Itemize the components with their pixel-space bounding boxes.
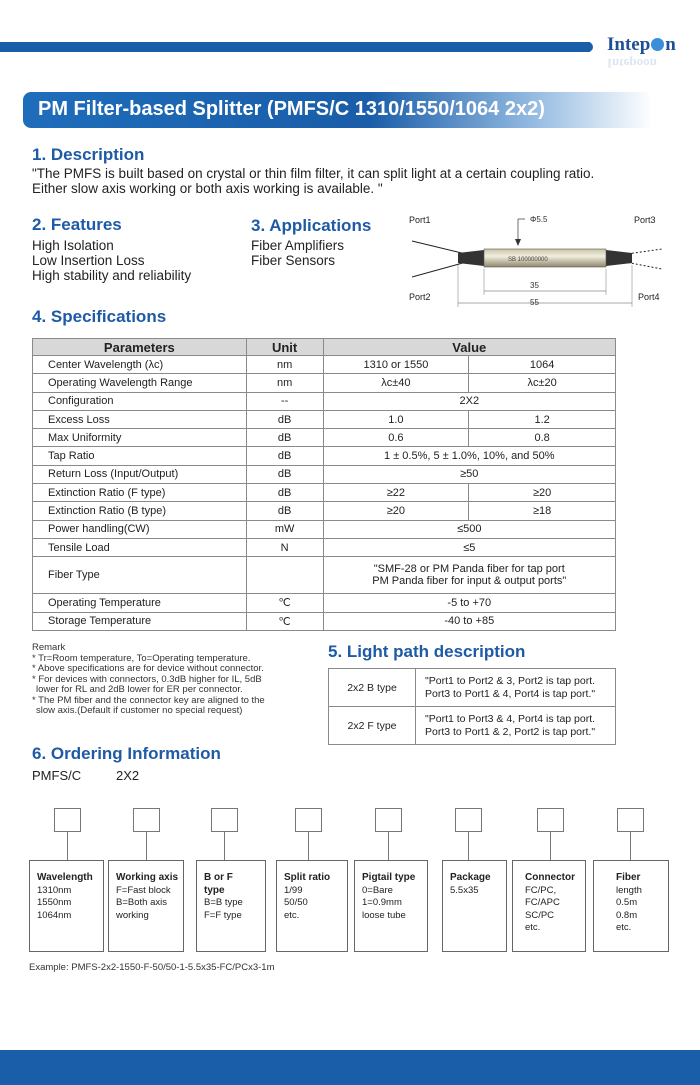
value-cell: 0.6 xyxy=(323,429,469,447)
feature-item: Low Insertion Loss xyxy=(32,253,145,268)
value-cell: 1064 xyxy=(469,356,616,374)
value-cell: ≥18 xyxy=(469,502,616,520)
option-card-connector xyxy=(512,860,586,952)
table-row xyxy=(33,465,616,483)
connector-line xyxy=(388,832,389,861)
card-title: Split ratio xyxy=(284,872,331,883)
light-path-heading: 5. Light path description xyxy=(328,642,526,661)
param-cell: Return Loss (Input/Output) xyxy=(33,465,247,483)
diagram-port2-label: Port2 xyxy=(409,292,431,302)
param-cell: Operating Wavelength Range xyxy=(33,374,247,392)
value-cell: λc±40 xyxy=(323,374,469,392)
card-line: etc. xyxy=(284,909,300,921)
param-cell: Max Uniformity xyxy=(33,429,247,447)
value-cell: 1310 or 1550 xyxy=(323,356,469,374)
remark-line: * The PM fiber and the connector key are aligned to the xyxy=(32,694,265,706)
option-card-split-ratio xyxy=(276,860,348,952)
unit-cell: dB xyxy=(246,410,323,428)
description-heading: 1. Description xyxy=(32,145,145,164)
table-row xyxy=(33,410,616,428)
table-row xyxy=(33,429,616,447)
option-card-fiber xyxy=(593,860,669,952)
card-line: 1550nm xyxy=(37,897,72,908)
diagram-port1-label: Port1 xyxy=(409,215,431,225)
param-cell: Tensile Load xyxy=(33,538,247,556)
path-line: "Port1 to Port3 & 4, Port4 is tap port. xyxy=(425,712,596,725)
remark-line: slow axis.(Default if customer no special request) xyxy=(36,705,243,716)
card-title: Fiber xyxy=(616,872,641,883)
param-cell: Fiber Type xyxy=(33,557,247,594)
value-cell: ≥20 xyxy=(469,484,616,502)
value-cell: 0.8 xyxy=(469,429,616,447)
param-cell: Tap Ratio xyxy=(33,447,247,465)
card-title-line2: type xyxy=(204,884,225,896)
param-cell: Center Wavelength (λc) xyxy=(33,356,247,374)
value-cell: ≥50 xyxy=(323,465,615,483)
feature-item: High Isolation xyxy=(32,238,114,253)
description-cell xyxy=(416,669,616,707)
unit-cell: dB xyxy=(246,447,323,465)
company-logo xyxy=(607,34,676,56)
card-line: 0.8m xyxy=(616,909,638,921)
card-title: Pigtail type xyxy=(362,872,416,883)
value-cell xyxy=(323,557,615,594)
card-line: working xyxy=(116,909,149,921)
logo-reflection: Intepoon xyxy=(607,56,657,71)
value-cell: -5 to +70 xyxy=(323,594,615,612)
option-card-b-or-f xyxy=(196,860,266,952)
remark-line: lower for RL and 2dB lower for ER per connector. xyxy=(36,684,243,695)
table-header-row xyxy=(33,339,616,356)
value-cell: ≥22 xyxy=(323,484,469,502)
table-row xyxy=(329,707,616,745)
remark-line: * Tr=Room temperature, To=Operating temperature. xyxy=(32,652,251,664)
unit-cell: nm xyxy=(246,356,323,374)
light-path-table xyxy=(328,668,616,745)
table-row xyxy=(33,612,616,630)
param-cell: Configuration xyxy=(33,392,247,410)
value-line: "SMF-28 or PM Panda fiber for tap port xyxy=(373,563,565,576)
param-cell: Extinction Ratio (F type) xyxy=(33,484,247,502)
unit-cell: -- xyxy=(246,392,323,410)
code-box-working-axis xyxy=(133,808,160,832)
value-cell: 1 ± 0.5%, 5 ± 1.0%, 10%, and 50% xyxy=(323,447,615,465)
table-row xyxy=(33,484,616,502)
connector-line xyxy=(146,832,147,861)
remark-block xyxy=(32,643,265,717)
card-line: 1=0.9mm xyxy=(362,897,402,908)
param-cell: Excess Loss xyxy=(33,410,247,428)
card-title: Working axis xyxy=(116,872,179,883)
path-line: Port3 to Port1 & 2, Port2 is tap port." xyxy=(425,725,596,738)
code-box-split-ratio xyxy=(295,808,322,832)
header-bar xyxy=(0,42,590,52)
table-row xyxy=(33,538,616,556)
unit-cell: ℃ xyxy=(246,594,323,612)
right-boot xyxy=(606,250,632,266)
logo-suffix: n xyxy=(665,34,676,55)
ordering-config: 2X2 xyxy=(116,768,140,783)
card-line: F=F type xyxy=(204,909,242,921)
footer-bar xyxy=(0,1050,700,1085)
card-line: FC/PC, xyxy=(525,884,557,896)
fiber-port2-line xyxy=(412,261,470,277)
option-card-working-axis xyxy=(108,860,184,952)
code-box-pigtail xyxy=(375,808,402,832)
param-cell: Power handling(CW) xyxy=(33,520,247,538)
unit-cell: dB xyxy=(246,502,323,520)
diagram-length-35: 35 xyxy=(530,281,539,290)
card-title: Package xyxy=(450,872,491,883)
code-box-connector xyxy=(537,808,564,832)
remark-line: * Above specifications are for device without connector. xyxy=(32,663,264,674)
applications-list xyxy=(251,238,344,268)
option-card-pigtail xyxy=(354,860,428,952)
table-row xyxy=(33,392,616,410)
value-line: PM Panda fiber for input & output ports" xyxy=(372,575,567,588)
application-item: Fiber Amplifiers xyxy=(251,238,345,253)
header-bar-end xyxy=(579,42,593,52)
card-line: loose tube xyxy=(362,909,406,921)
unit-cell: ℃ xyxy=(246,612,323,630)
connector-line xyxy=(67,832,68,861)
card-line: 0.5m xyxy=(616,897,638,908)
card-line: 1310nm xyxy=(37,884,72,896)
col-header-parameters: Parameters xyxy=(33,339,247,356)
application-item: Fiber Sensors xyxy=(251,253,336,268)
value-cell: λc±20 xyxy=(469,374,616,392)
type-cell: 2x2 B type xyxy=(329,669,416,707)
card-title: Connector xyxy=(525,872,575,883)
param-cell: Storage Temperature xyxy=(33,612,247,630)
feature-item: High stability and reliability xyxy=(32,268,192,283)
table-row xyxy=(33,557,616,594)
value-cell: -40 to +85 xyxy=(323,612,615,630)
diagram-port4-label: Port4 xyxy=(638,292,660,302)
card-line: 50/50 xyxy=(284,897,308,908)
specifications-table xyxy=(32,338,616,631)
connector-line xyxy=(224,832,225,861)
card-line: 5.5x35 xyxy=(450,884,479,896)
col-header-value: Value xyxy=(323,339,615,356)
card-line: etc. xyxy=(525,922,541,933)
card-title: B or F xyxy=(204,872,233,883)
card-title: Wavelength xyxy=(37,872,93,883)
card-line: 0=Bare xyxy=(362,884,393,896)
card-line: 1064nm xyxy=(37,909,72,921)
description-cell xyxy=(416,707,616,745)
unit-cell: nm xyxy=(246,374,323,392)
table-row xyxy=(33,594,616,612)
tube-label: SB 100000000 xyxy=(508,257,548,263)
unit-cell xyxy=(246,557,323,594)
remark-line: Remark xyxy=(32,642,66,653)
connector-line xyxy=(550,832,551,861)
param-cell: Extinction Ratio (B type) xyxy=(33,502,247,520)
code-box-fiber xyxy=(617,808,644,832)
ordering-prefix: PMFS/C xyxy=(32,768,82,783)
option-card-package xyxy=(442,860,507,952)
value-cell: 2X2 xyxy=(323,392,615,410)
table-row xyxy=(33,374,616,392)
table-row xyxy=(329,669,616,707)
remark-line: * For devices with connectors, 0.3dB higher for IL, 5dB xyxy=(32,673,262,685)
features-list xyxy=(32,238,191,283)
connector-line xyxy=(630,832,631,861)
card-line: 1/99 xyxy=(284,884,303,896)
type-cell: 2x2 F type xyxy=(329,707,416,745)
option-card-wavelength xyxy=(29,860,104,952)
diagram-port3-label: Port3 xyxy=(634,215,656,225)
value-cell: 1.2 xyxy=(469,410,616,428)
table-row xyxy=(33,520,616,538)
code-box-type xyxy=(211,808,238,832)
description-line: "The PMFS is built based on crystal or thin film filter, it can split light at a certain coupling ratio. xyxy=(32,166,595,181)
card-line: length xyxy=(616,884,642,896)
value-cell: ≤500 xyxy=(323,520,615,538)
connector-line xyxy=(468,832,469,861)
path-line: Port3 to Port1 & 4, Port4 is tap port." xyxy=(425,687,596,700)
diagram-diameter-label: Φ5.5 xyxy=(530,215,548,224)
card-line: etc. xyxy=(616,922,632,933)
ordering-heading: 6. Ordering Information xyxy=(32,744,221,763)
param-cell: Operating Temperature xyxy=(33,594,247,612)
table-row xyxy=(33,502,616,520)
value-cell: ≤5 xyxy=(323,538,615,556)
specifications-heading: 4. Specifications xyxy=(32,307,167,326)
col-header-unit: Unit xyxy=(246,339,323,356)
logo-globe-icon xyxy=(651,38,664,51)
applications-heading: 3. Applications xyxy=(251,216,372,235)
value-cell: ≥20 xyxy=(323,502,469,520)
logo-text: Intep xyxy=(607,34,651,55)
unit-cell: dB xyxy=(246,465,323,483)
card-line: FC/APC xyxy=(525,897,560,908)
card-line: F=Fast block xyxy=(116,884,171,896)
connector-line xyxy=(308,832,309,861)
description-line: Either slow axis working or both axis working is available. " xyxy=(32,181,383,196)
code-box-package xyxy=(455,808,482,832)
value-cell: 1.0 xyxy=(323,410,469,428)
table-row xyxy=(33,356,616,374)
card-line: B=B type xyxy=(204,897,243,908)
code-box-wavelength xyxy=(54,808,81,832)
unit-cell: N xyxy=(246,538,323,556)
table-row xyxy=(33,447,616,465)
description-text xyxy=(32,166,594,196)
unit-cell: mW xyxy=(246,520,323,538)
ordering-example: Example: PMFS-2x2-1550-F-50/50-1-5.5x35-FC/PCx3-1m xyxy=(29,962,275,973)
path-line: "Port1 to Port2 & 3, Port2 is tap port. xyxy=(425,674,596,687)
unit-cell: dB xyxy=(246,484,323,502)
features-heading: 2. Features xyxy=(32,215,122,234)
diagram-length-55: 55 xyxy=(530,298,539,307)
card-line: B=Both axis xyxy=(116,897,167,908)
unit-cell: dB xyxy=(246,429,323,447)
page-title: PM Filter-based Splitter (PMFS/C 1310/1550/1064 2x2) xyxy=(38,98,545,120)
card-line: SC/PC xyxy=(525,909,555,921)
